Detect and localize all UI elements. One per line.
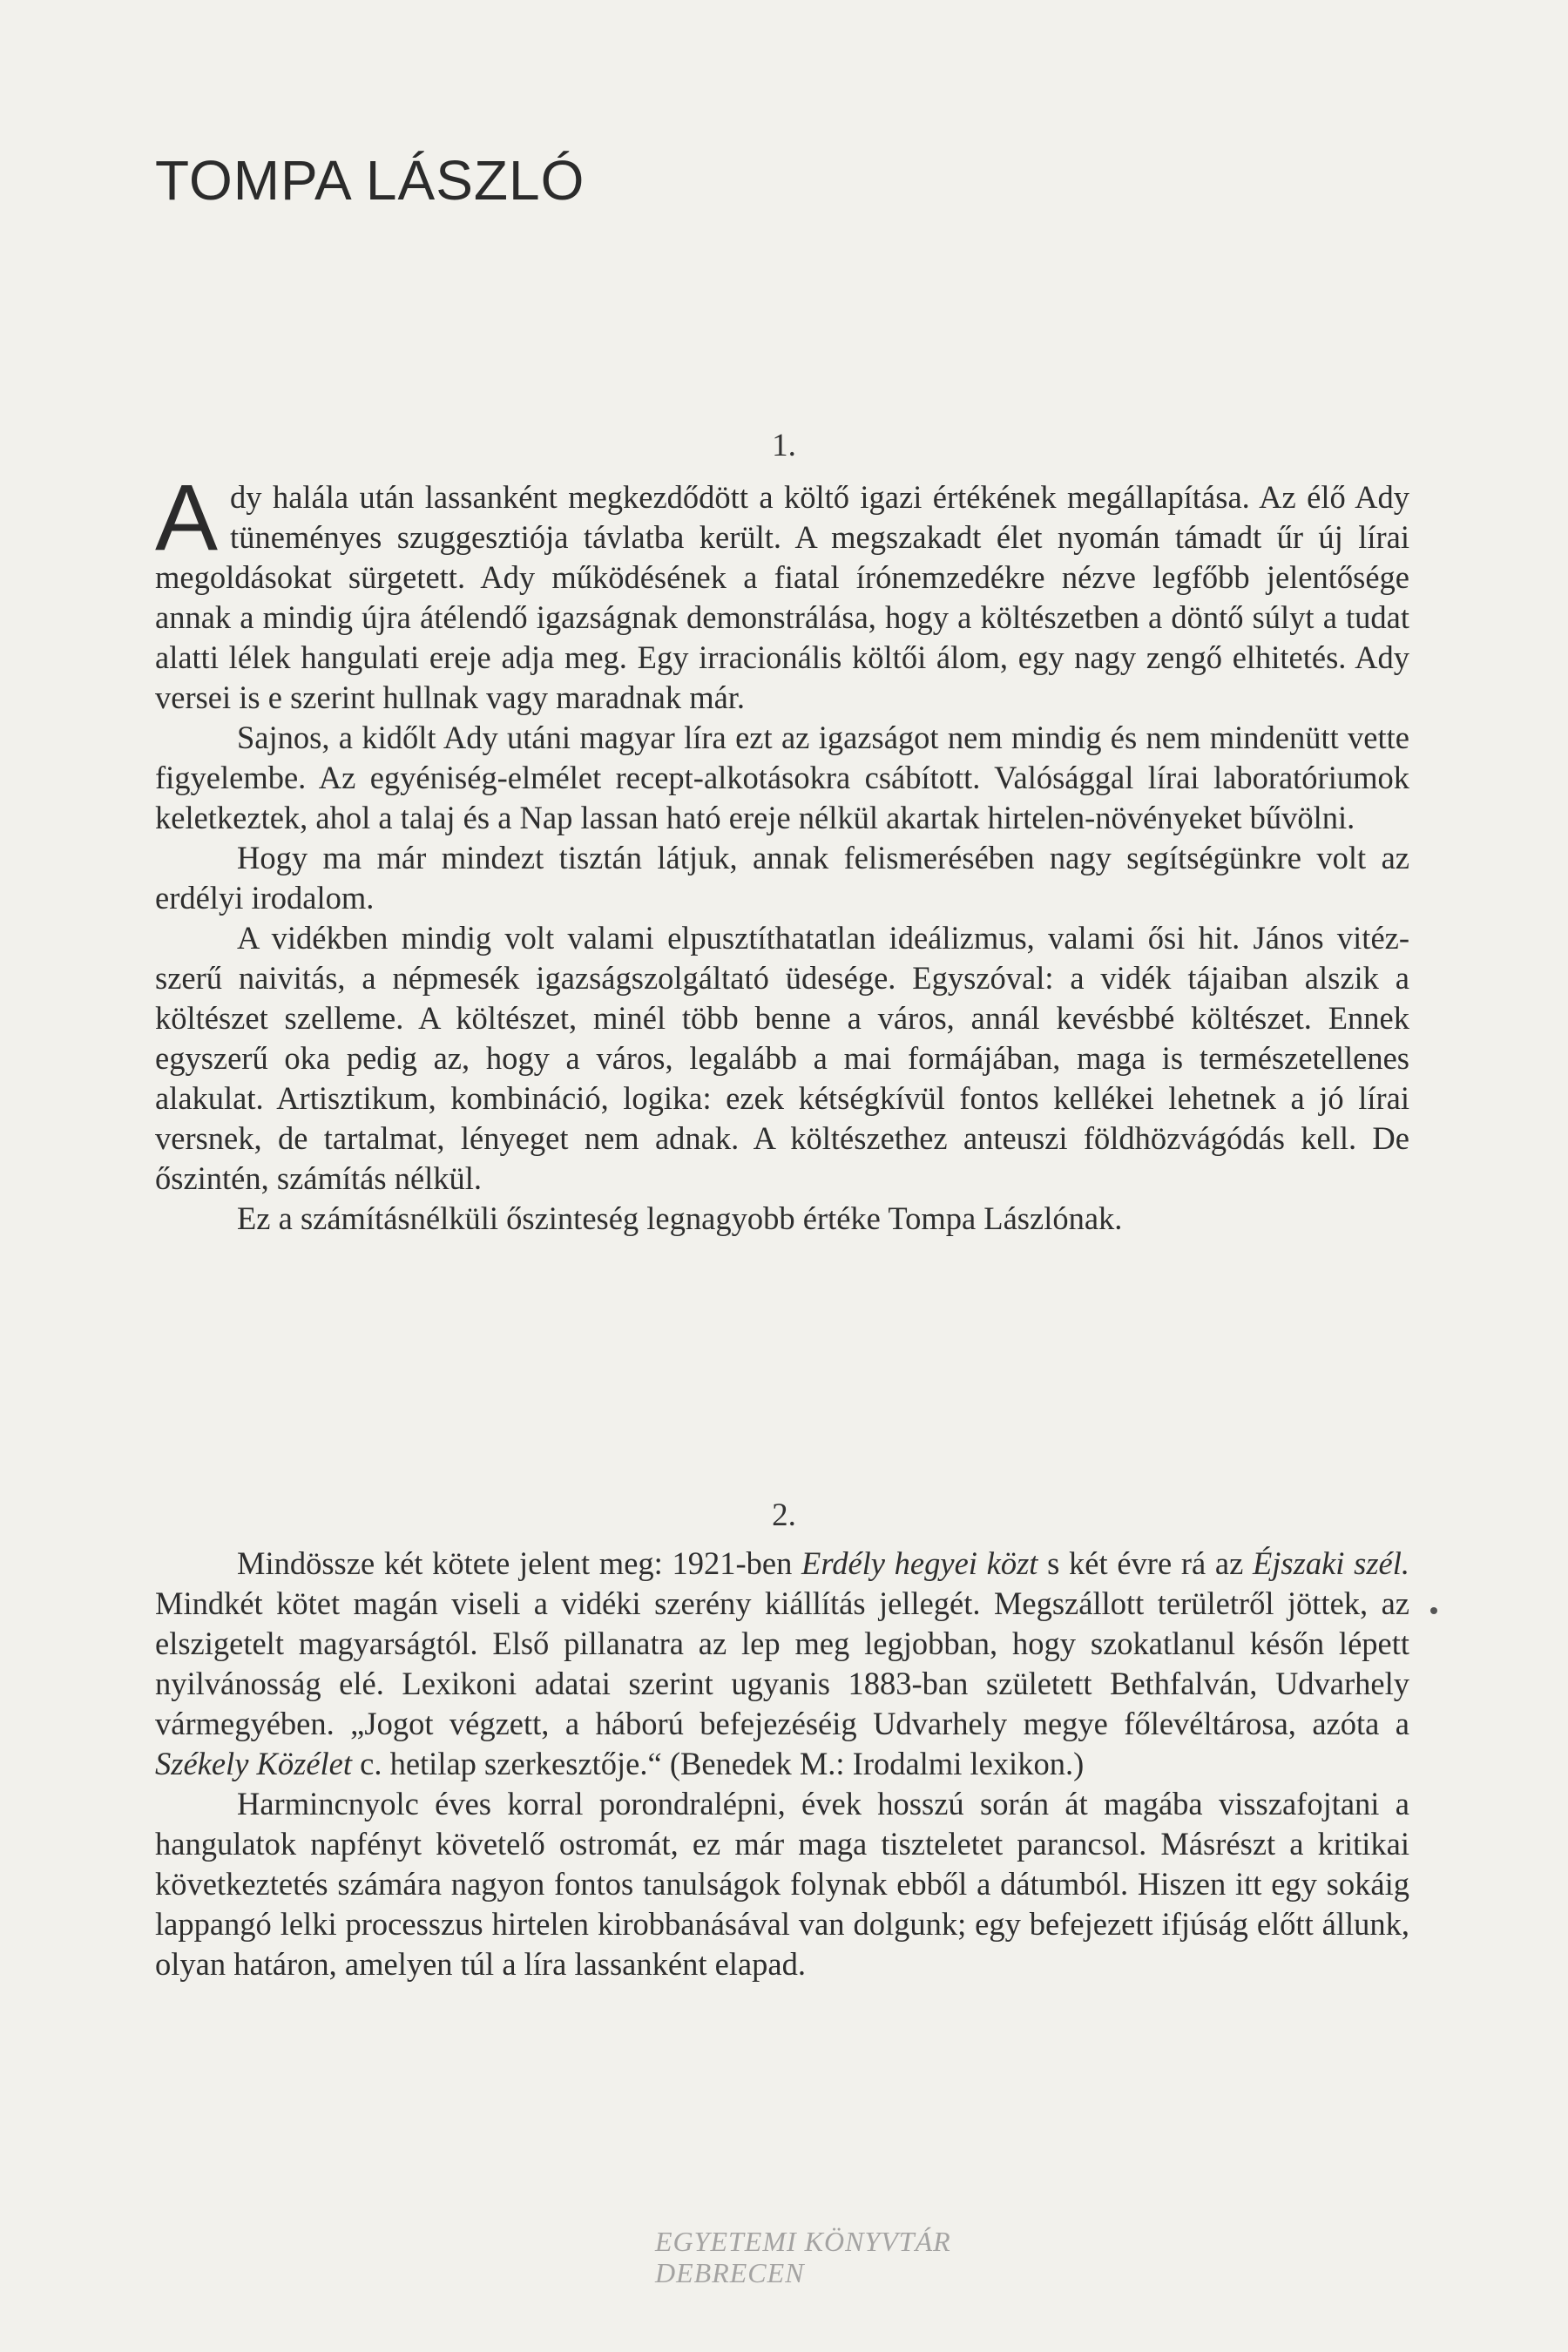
book-title-ejszaki-szel: Éjszaki szél. (1253, 1545, 1410, 1581)
margin-dot (1430, 1607, 1437, 1614)
section-1-number: 1. (772, 428, 796, 463)
section-2-number: 2. (772, 1497, 796, 1533)
paragraph-6-text-c: s két évre rá az (1037, 1545, 1253, 1581)
section-1-body (155, 464, 1409, 1239)
paragraph-6 (155, 1544, 1409, 1784)
paragraph-4: A vidékben mindig volt valami elpusztíthatatlan ideálizmus, valami ősi hit. János vitéz-szerű naivitás, a népmesék igazságszolgáltató üdesége. Egyszóval: a vidék tájaiban alszik a költészet szelleme. A költészet, minél több benne a város, annál kevésbbé költészet. Ennek egyszerű oka pedig az, hogy a város, legalább a mai formájában, maga is természetellenes alakulat. Artisztikum, kombináció, logika: ezek kétségkívül fontos kellékei lehetnek a jó lírai versnek, de tartalmat, lényeget nem adnak. A költészethez anteuszi földhözvágódás kell. De őszintén, számítás nélkül. (155, 920, 1409, 1196)
paragraph-1 (155, 464, 1409, 718)
book-title-erdely-hegyei-kozt: Erdély hegyei közt (801, 1545, 1038, 1581)
stamp-line-1: EGYETEMI KÖNYVTÁR (655, 2226, 951, 2257)
paragraph-5: Ez a számításnélküli őszinteség legnagyobb értéke Tompa Lászlónak. (237, 1200, 1123, 1236)
library-stamp (655, 2226, 1073, 2295)
publication-title-szekely-kozelet: Székely Közélet (155, 1746, 353, 1781)
stamp-line-2: DEBRECEN (655, 2257, 805, 2288)
paragraph-6-text-a: Mindössze két kötete jelent meg: 1921-ben (237, 1545, 802, 1581)
paragraph-7: Harmincnyolc éves korral porondralépni, évek hosszú során át magába visszafojtani a hangulatok napfényt követelő ostromát, ez már maga tiszteletet parancsol. Másrészt a kritikai következtetés számára nagyon fontos tanulságok folynak ebből a dátumból. Hiszen itt egy sokáig lappangó lelki processzus hirtelen kirobbanásával van dolgunk; egy befejezett ifjúság előtt állunk, olyan határon, amelyen túl a líra lassanként elapad. (155, 1786, 1409, 1982)
drop-cap: A (155, 464, 219, 570)
paragraph-1-text: dy halála után lassanként megkezdődött a költő igazi értékének megállapítása. Az élő Ady tüneményes szuggesztiója távlatba került. A megszakadt élet nyomán támadt űr új lírai megoldásokat sürgetett. Ady működésének a fiatal írónemzedékre nézve legfőbb jelentősége annak a mindig újra átélendő igazságnak demonstrálása, hogy a költészetben a döntő súlyt a tudat alatti lélek hangulati ereje adja meg. Egy irracionális költői álom, egy nagy zengő elhitetés. Ady versei is e szerint hullnak vagy maradnak már. (155, 479, 1409, 715)
section-2-body (155, 1544, 1409, 1984)
page-title: TOMPA LÁSZLÓ (155, 149, 585, 212)
paragraph-2: Sajnos, a kidőlt Ady utáni magyar líra ezt az igazságot nem mindig és nem mindenütt vette figyelembe. Az egyéniség-elmélet recept-alkotásokra csábított. Valósággal lírai laboratóriumok keletkeztek, ahol a talaj és a Nap lassan ható ereje nélkül akartak hirtelen-növényeket bűvölni. (155, 720, 1409, 835)
library-stamp-text (655, 2226, 951, 2288)
paragraph-6-text-e: Mindkét kötet magán viseli a vidéki szerény kiállítás jellegét. Megszállott területről jöttek, az elszigetelt magyarságtól. Első pillanatra az lep meg legjobban, hogy szokatlanul későn lépett nyilvánosság elé. Lexikoni adatai szerint ugyanis 1883-ban született Bethfalván, Udvarhely vármegyében. „Jogot végzett, a háború befejezéséig Udvarhely megye főlevéltárosa, azóta a (155, 1585, 1409, 1741)
paragraph-3: Hogy ma már mindezt tisztán látjuk, annak felismerésében nagy segítségünkre volt az erdélyi irodalom. (155, 840, 1409, 916)
paragraph-6-text-g: c. hetilap szerkesztője.“ (Benedek M.: Irodalmi lexikon.) (352, 1746, 1085, 1781)
